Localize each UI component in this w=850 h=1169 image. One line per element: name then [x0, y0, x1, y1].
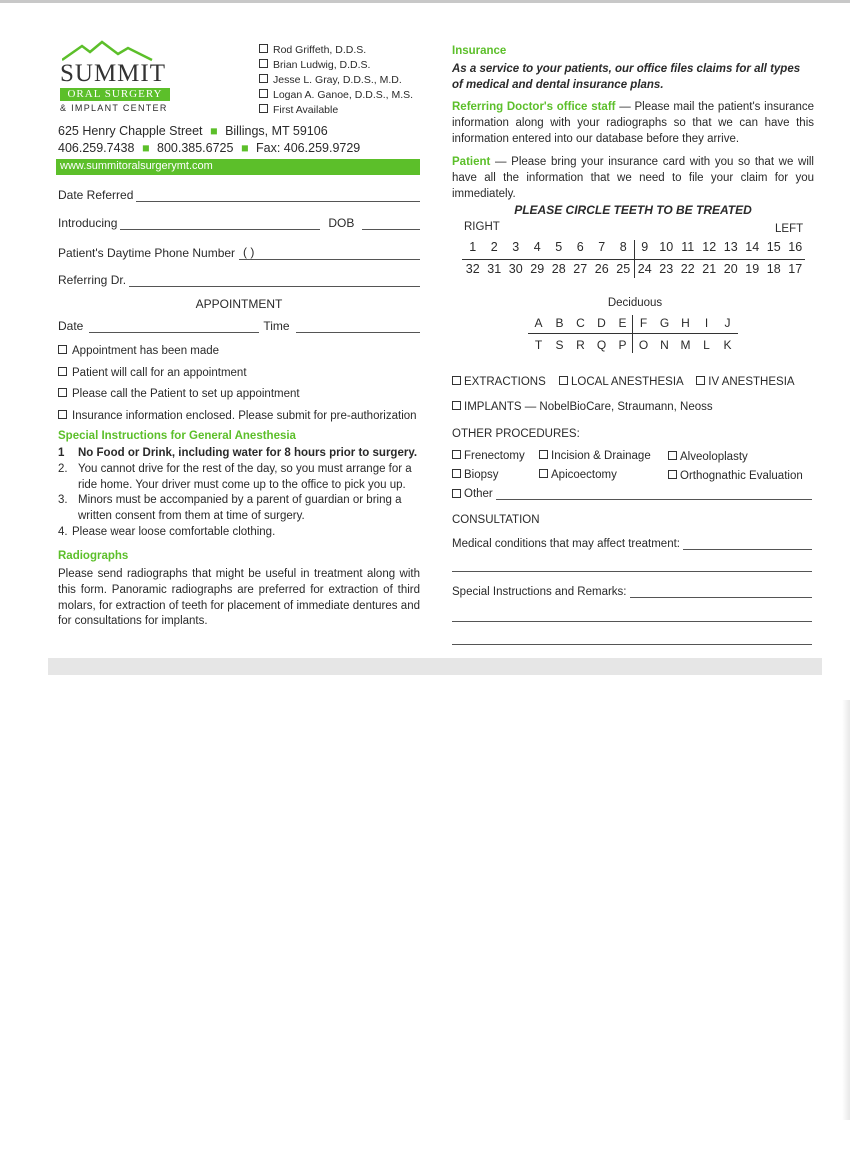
logo-band: ORAL SURGERY	[60, 88, 170, 101]
doctor-option[interactable]: Logan A. Ganoe, D.D.S., M.S.	[259, 88, 413, 103]
right-label: RIGHT	[464, 221, 500, 233]
appointment-option[interactable]: Please call the Patient to set up appointment	[58, 384, 417, 406]
patient-note: Patient — Please bring your insurance card with you so that we will have all the information that we need to file your claim for you immediately.	[452, 156, 814, 200]
checkbox[interactable]	[58, 388, 67, 397]
city: Billings, MT 59106	[225, 124, 328, 138]
appointment-option[interactable]: Insurance information enclosed. Please submit for pre-authorization	[58, 406, 417, 428]
implants-option[interactable]: IMPLANTS — NobelBioCare, Straumann, Neoss	[452, 401, 713, 413]
iv-anesthesia-option[interactable]: IV ANESTHESIA	[696, 376, 794, 388]
anesthesia-options	[452, 376, 795, 388]
tooth[interactable]: 5	[555, 240, 563, 254]
tooth[interactable]: T	[534, 338, 543, 352]
tooth[interactable]: P	[618, 338, 627, 352]
tooth[interactable]: D	[597, 316, 606, 330]
tooth[interactable]: 24	[637, 262, 652, 276]
medical-conditions-field: Medical conditions that may affect treatment:	[452, 537, 812, 550]
deciduous-title: Deciduous	[607, 297, 663, 309]
tooth[interactable]: 9	[641, 240, 649, 254]
street: 625 Henry Chapple Street	[58, 124, 203, 138]
tooth[interactable]: J	[724, 316, 731, 330]
lower-teeth-row	[462, 262, 806, 276]
phone-input[interactable]: ( )	[239, 245, 420, 260]
tooth[interactable]: 15	[766, 240, 781, 254]
tooth[interactable]: 27	[573, 262, 588, 276]
checkbox[interactable]	[259, 44, 268, 53]
tooth[interactable]: 18	[766, 262, 781, 276]
checkbox[interactable]	[452, 376, 461, 385]
tooth[interactable]: 8	[619, 240, 627, 254]
referring-dr-input[interactable]	[129, 274, 420, 287]
tooth[interactable]: N	[660, 338, 669, 352]
insurance-heading: Insurance	[452, 45, 507, 57]
insurance-italic: As a service to your patients, our office files claims for all types of medical and dental insurance plans.	[452, 63, 801, 91]
checkbox[interactable]	[58, 367, 67, 376]
anesthesia-item: 4. Please wear loose comfortable clothing.	[58, 525, 276, 538]
tooth[interactable]: 29	[530, 262, 545, 276]
other-procedures-title: OTHER PROCEDURES:	[452, 428, 580, 440]
extractions-option[interactable]: EXTRACTIONS	[452, 376, 546, 388]
tooth[interactable]: 6	[576, 240, 584, 254]
appointment-date-field: Date Time	[58, 319, 420, 333]
tooth[interactable]: B	[555, 316, 564, 330]
address-line: 625 Henry Chapple Street ■ Billings, MT 59106	[58, 124, 328, 138]
tooth[interactable]: 21	[702, 262, 717, 276]
tooth[interactable]: 23	[659, 262, 674, 276]
incision-drainage-option[interactable]: Incision & Drainage	[539, 450, 651, 462]
tooth[interactable]: 30	[508, 262, 523, 276]
checkbox[interactable]	[539, 469, 548, 478]
orthognathic-option[interactable]: Orthognathic Evaluation	[668, 470, 803, 482]
doctor-list	[259, 43, 413, 118]
checkbox[interactable]	[452, 489, 461, 498]
checkbox[interactable]	[539, 450, 548, 459]
scan-edge	[0, 0, 850, 3]
tooth[interactable]: E	[618, 316, 627, 330]
checkbox[interactable]	[668, 451, 677, 460]
checkbox[interactable]	[259, 89, 268, 98]
logo-sub: & IMPLANT CENTER	[60, 103, 168, 113]
tooth[interactable]: S	[555, 338, 564, 352]
tooth[interactable]: H	[681, 316, 690, 330]
tooth[interactable]: 14	[745, 240, 760, 254]
tooth[interactable]: I	[704, 316, 709, 330]
referring-dr-field: Referring Dr.	[58, 273, 420, 287]
alveoloplasty-option[interactable]: Alveoloplasty	[668, 451, 748, 463]
appointment-date-input[interactable]	[89, 320, 259, 333]
tooth[interactable]: G	[659, 316, 670, 330]
tooth[interactable]: 3	[512, 240, 520, 254]
appointment-option[interactable]: Patient will call for an appointment	[58, 363, 417, 385]
remarks-line[interactable]	[452, 621, 812, 622]
remarks-line[interactable]	[452, 644, 812, 645]
tooth[interactable]: 31	[487, 262, 502, 276]
phone-field: Patient's Daytime Phone Number ( )	[58, 245, 420, 260]
tooth[interactable]: 19	[745, 262, 760, 276]
tooth[interactable]: 28	[551, 262, 566, 276]
doctor-option[interactable]: Jesse L. Gray, D.D.S., M.D.	[259, 73, 413, 88]
anesthesia-heading: Special Instructions for General Anesthesia	[58, 430, 296, 442]
checkbox[interactable]	[559, 376, 568, 385]
tooth[interactable]: 2	[490, 240, 498, 254]
checkbox[interactable]	[58, 410, 67, 419]
checkbox[interactable]	[58, 345, 67, 354]
tooth[interactable]: 1	[469, 240, 477, 254]
checkbox[interactable]	[259, 59, 268, 68]
tooth[interactable]: 11	[681, 240, 695, 254]
tooth[interactable]: F	[639, 316, 648, 330]
referring-staff-note: Referring Doctor's office staff — Please mail the patient's insurance information along with your radiographs so that we can have this information entered into our database before they arrive.	[452, 101, 815, 145]
deciduous-h-divider	[528, 333, 738, 334]
tooth[interactable]: 13	[723, 240, 738, 254]
frenectomy-option[interactable]: Frenectomy	[452, 450, 525, 462]
tooth[interactable]: 10	[659, 240, 674, 254]
anesthesia-item: 2. You cannot drive for the rest of the day, so you must arrange for a ride home. Your driver must come up to the office to pick you up.	[58, 462, 412, 491]
deciduous-lower-row	[528, 338, 738, 352]
apicoectomy-option[interactable]: Apicoectomy	[539, 469, 617, 481]
fax: Fax: 406.259.9729	[256, 141, 361, 155]
radiographs-heading: Radiographs	[58, 550, 129, 562]
radiographs-text: Please send radiographs that might be useful in treatment along with this form. Panoramic radiographs are preferred for extraction of third molars, for extraction of teeth for placement of immediate dentures and for consultations for implants.	[58, 568, 420, 628]
checkbox[interactable]	[452, 450, 461, 459]
tooth[interactable]: O	[638, 338, 649, 352]
mountain-logo-icon	[62, 40, 154, 62]
phone-line: 406.259.7438 ■ 800.385.6725 ■ Fax: 406.259.9729	[58, 141, 361, 155]
checkbox[interactable]	[668, 470, 677, 479]
checkbox[interactable]	[259, 104, 268, 113]
checkbox[interactable]	[259, 74, 268, 83]
tooth[interactable]: 7	[598, 240, 606, 254]
doctor-option[interactable]: Rod Griffeth, D.D.S.	[259, 43, 413, 58]
appointment-option[interactable]: Appointment has been made	[58, 341, 417, 363]
teeth-title: PLEASE CIRCLE TEETH TO BE TREATED	[514, 203, 752, 217]
tooth[interactable]: M	[680, 338, 691, 352]
tooth[interactable]: 32	[465, 262, 480, 276]
tooth[interactable]: L	[703, 338, 710, 352]
tooth[interactable]: 12	[702, 240, 717, 254]
tooth[interactable]: 25	[616, 262, 631, 276]
phone-2: 800.385.6725	[157, 141, 234, 155]
medical-conditions-input[interactable]	[683, 537, 812, 550]
tooth[interactable]: K	[723, 338, 732, 352]
website-link[interactable]: www.summitoralsurgerymt.com	[60, 160, 213, 172]
special-instructions-input[interactable]	[630, 585, 813, 598]
logo-name: SUMMIT	[60, 60, 167, 87]
appointment-options	[58, 341, 417, 427]
tooth[interactable]: 22	[680, 262, 695, 276]
checkbox[interactable]	[452, 469, 461, 478]
footer-band	[48, 658, 822, 675]
introducing-input[interactable]	[120, 217, 320, 230]
biopsy-option[interactable]: Biopsy	[452, 469, 499, 481]
date-referred-input[interactable]	[136, 189, 420, 202]
other-procedure-input[interactable]	[496, 487, 812, 500]
doctor-option[interactable]: First Available	[259, 103, 413, 118]
consultation-title: CONSULTATION	[452, 514, 540, 526]
tooth[interactable]: C	[576, 316, 585, 330]
tooth[interactable]: 20	[723, 262, 738, 276]
tooth[interactable]: A	[534, 316, 543, 330]
medical-conditions-line[interactable]	[452, 571, 812, 572]
introducing-field: Introducing DOB	[58, 216, 420, 230]
other-procedure-field: Other	[452, 487, 812, 500]
left-label: LEFT	[775, 223, 804, 235]
tooth[interactable]: 26	[594, 262, 609, 276]
appointment-title: APPOINTMENT	[195, 297, 283, 311]
dob-input[interactable]	[362, 217, 420, 230]
phone-1: 406.259.7438	[58, 141, 135, 155]
checkbox[interactable]	[696, 376, 705, 385]
doctor-option[interactable]: Brian Ludwig, D.D.S.	[259, 58, 413, 73]
tooth[interactable]: R	[576, 338, 585, 352]
scan-edge	[842, 700, 850, 1120]
date-referred-field: Date Referred	[58, 188, 420, 202]
tooth[interactable]: Q	[596, 338, 607, 352]
tooth[interactable]: 16	[788, 240, 803, 254]
anesthesia-item: 1 No Food or Drink, including water for 8 hours prior to surgery.	[58, 447, 418, 459]
deciduous-upper-row	[528, 316, 738, 330]
anesthesia-list	[58, 446, 420, 541]
website-bar	[56, 159, 420, 175]
anesthesia-item: 3. Minors must be accompanied by a parent of guardian or bring a written consent from them at time of surgery.	[58, 494, 402, 523]
checkbox[interactable]	[452, 401, 461, 410]
appointment-time-input[interactable]	[296, 320, 420, 333]
local-anesthesia-option[interactable]: LOCAL ANESTHESIA	[559, 376, 683, 388]
special-instructions-field: Special Instructions and Remarks:	[452, 585, 812, 598]
tooth[interactable]: 4	[533, 240, 541, 254]
tooth[interactable]: 17	[788, 262, 803, 276]
